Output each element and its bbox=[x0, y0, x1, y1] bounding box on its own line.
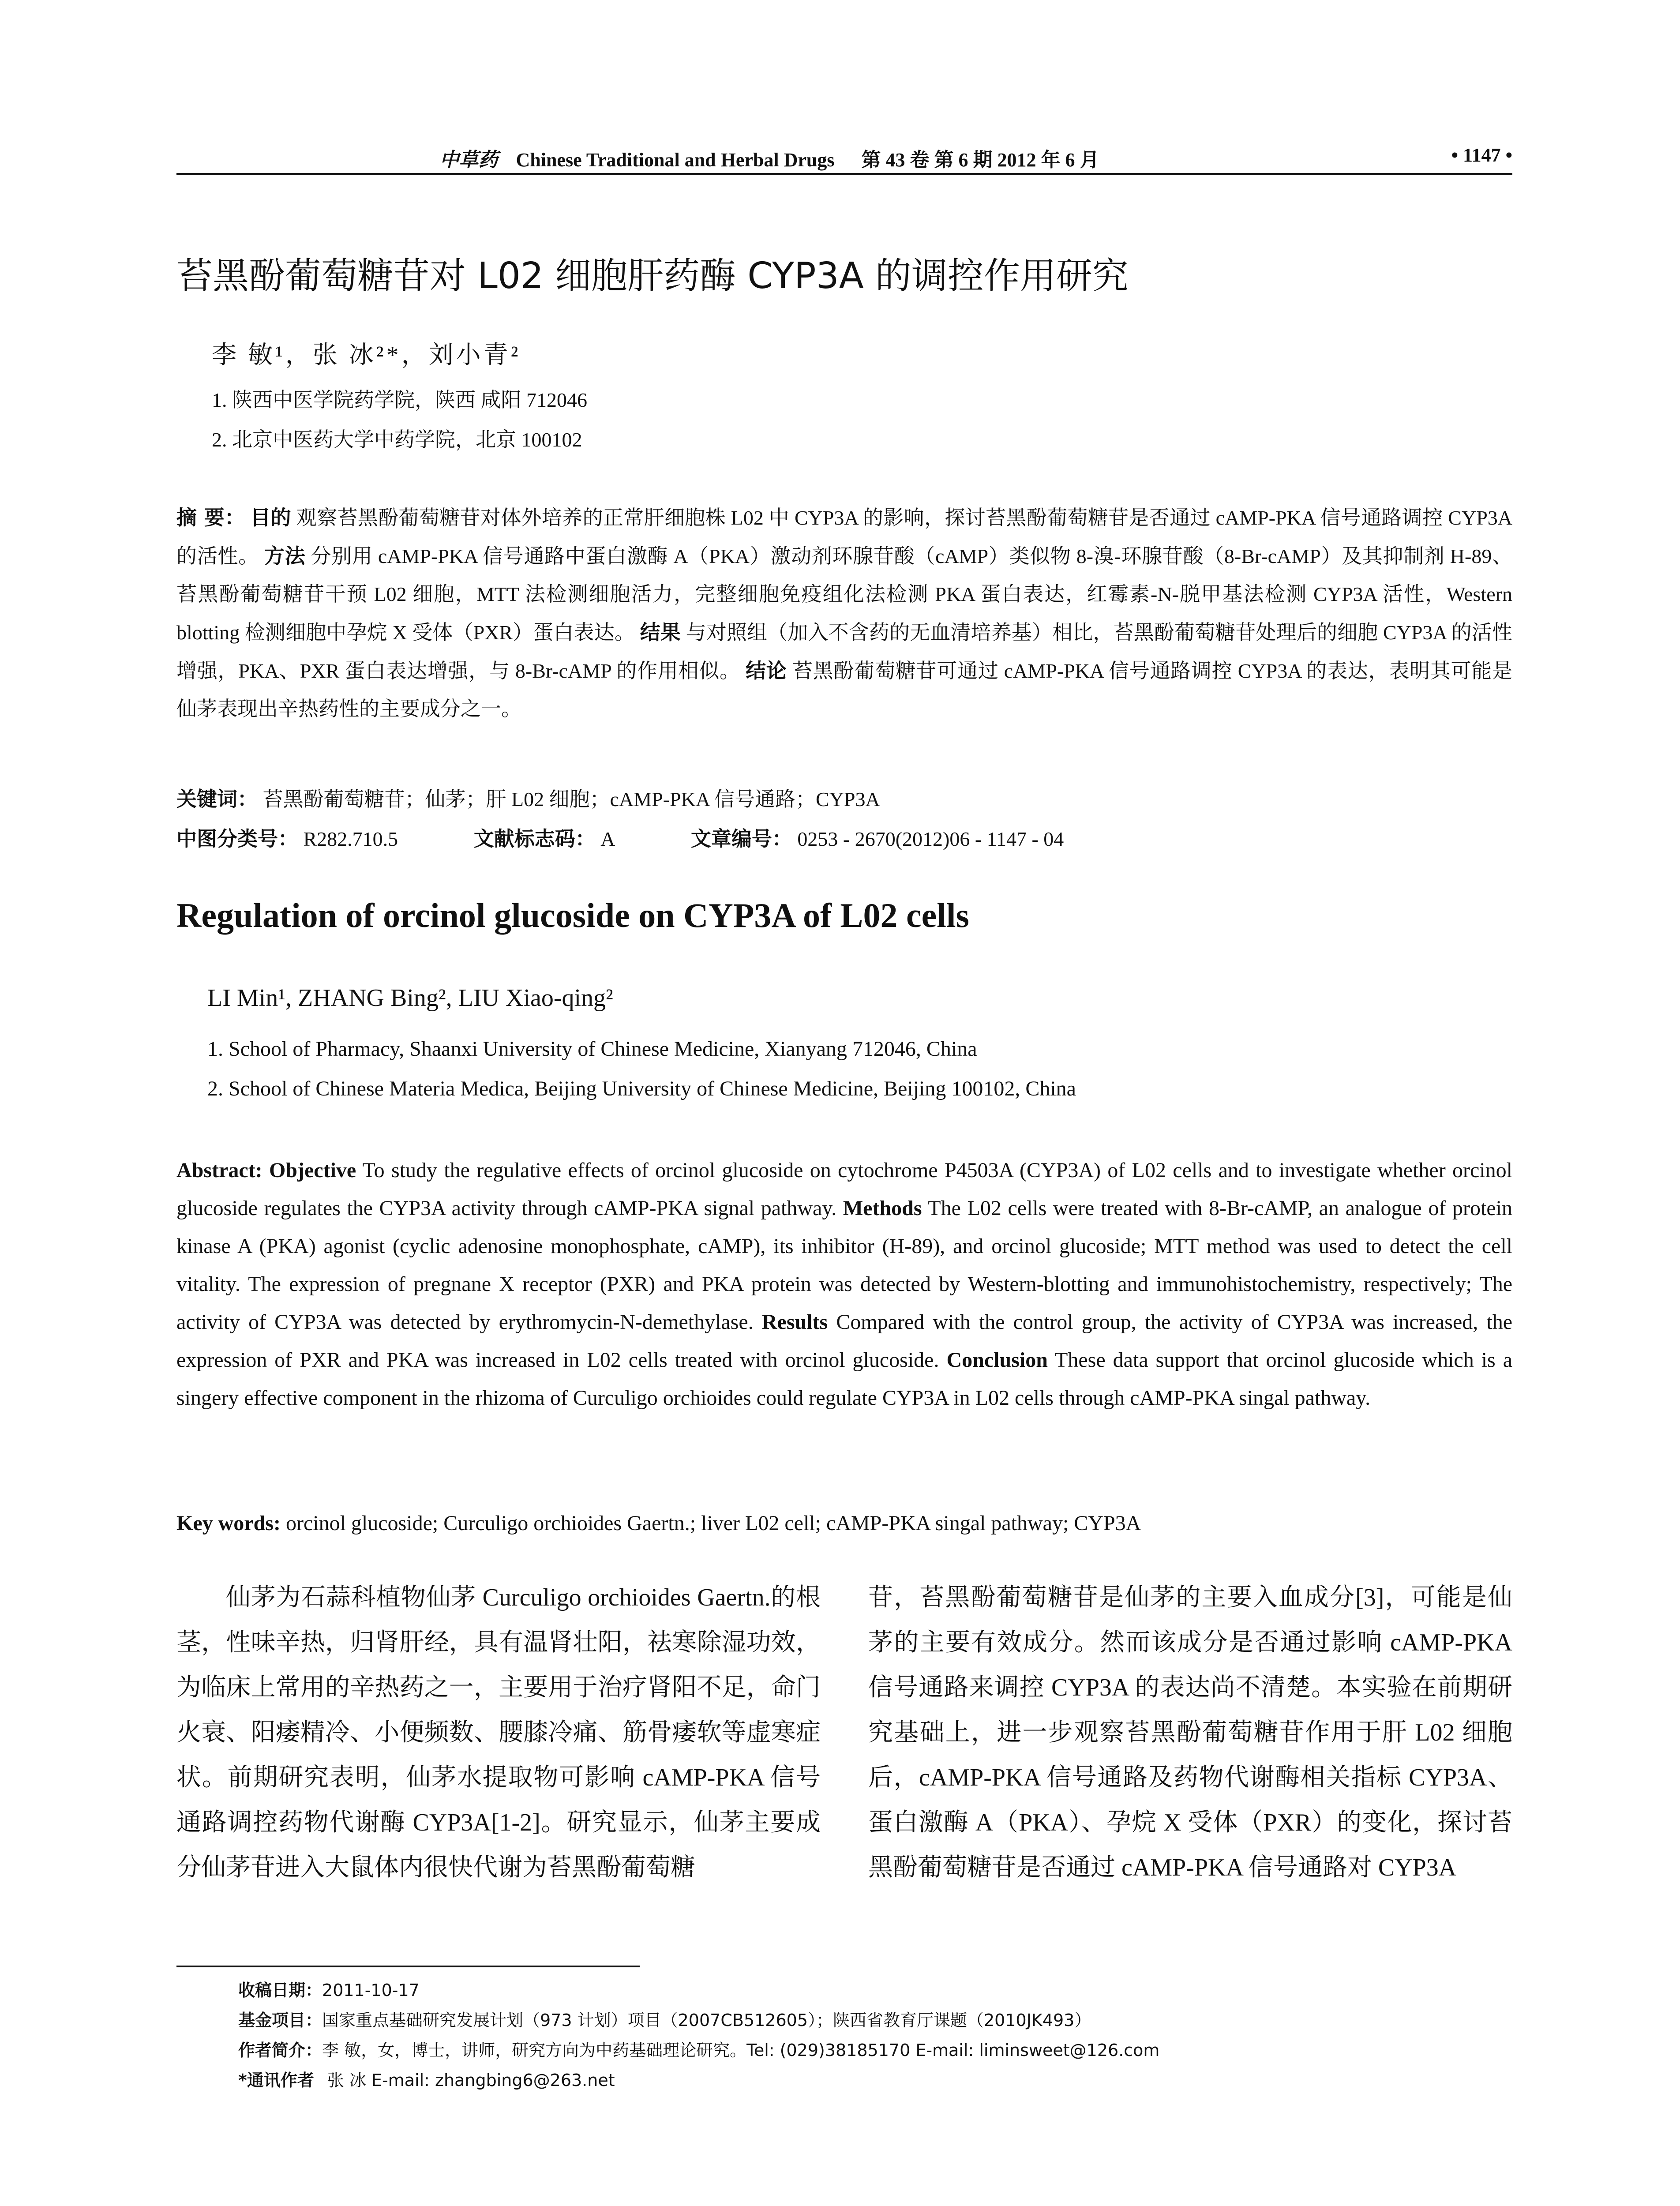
cn-abstract-label: 摘 要： bbox=[176, 506, 245, 529]
footnote-fund bbox=[238, 2007, 1091, 2031]
doc-code-value: A bbox=[600, 828, 615, 850]
cn-authors: 李 敏¹，张 冰²*，刘小青² bbox=[212, 341, 521, 369]
en-abstract-label: Abstract: bbox=[176, 1159, 262, 1182]
cn-results-label: 结果 bbox=[640, 620, 681, 644]
en-results-label: Results bbox=[761, 1310, 828, 1334]
article-no-label: 文章编号： bbox=[690, 827, 792, 851]
en-title: Regulation of orcinol glucoside on CYP3A of L02 cells bbox=[176, 896, 969, 934]
cn-keywords-label: 关键词： bbox=[176, 787, 258, 811]
running-header bbox=[176, 140, 1512, 175]
journal-issue: 第 43 卷 第 6 期 2012 年 6 月 bbox=[861, 149, 1099, 171]
body-column-left: 仙茅为石蒜科植物仙茅 Curculigo orchioides Gaertn.的根茎，性味辛热，归肾肝经，具有温肾壮阳，祛寒除湿功效，为临床上常用的辛热药之一，主要用于治疗肾阳不足，命门火衰、阳痿精冷、小便频数、腰膝冷痛、筋骨痿软等虚寒症状。前期研究表明，仙茅水提取物可影响 cAMP-PKA 信号通路调控药物代谢酶 CYP3A[1-2]。研究显示，仙茅主要成分仙茅苷进入大鼠体内很快代谢为苔黑酚葡萄糖 bbox=[176, 1584, 821, 1881]
footnote-corresponding bbox=[238, 2067, 615, 2091]
cn-conclusion-label: 结论 bbox=[746, 659, 787, 683]
journal-info bbox=[176, 144, 1362, 172]
cn-keywords-text: 苔黑酚葡萄糖苷；仙茅；肝 L02 细胞；cAMP-PKA 信号通路；CYP3A bbox=[262, 788, 880, 810]
footnote-divider bbox=[176, 1966, 640, 1967]
footnote-received bbox=[238, 1977, 420, 2001]
en-abstract bbox=[176, 1152, 1512, 1417]
cn-affiliation-1: 1. 陕西中医学院药学院，陕西 咸阳 712046 bbox=[212, 389, 587, 411]
corr-label: *通讯作者 bbox=[238, 2071, 314, 2090]
doc-code-label: 文献标志码： bbox=[473, 827, 596, 851]
cn-affiliation-2: 2. 北京中医药大学中药学院，北京 100102 bbox=[212, 428, 582, 451]
cn-objective-label: 目的 bbox=[250, 506, 291, 529]
clc-value: R282.710.5 bbox=[303, 828, 398, 850]
cn-classification-line bbox=[176, 823, 1064, 852]
fund-label: 基金项目： bbox=[238, 2011, 322, 2030]
cn-conclusion: 苔黑酚葡萄糖苷可通过 cAMP-PKA 信号通路调控 CYP3A 的表达，表明其可能是仙茅表现出辛热药性的主要成分之一。 bbox=[176, 660, 1513, 720]
page-number: • 1147 • bbox=[1451, 144, 1512, 166]
cn-methods-label: 方法 bbox=[264, 544, 306, 568]
cn-title: 苔黑酚葡萄糖苷对 L02 细胞肝药酶 CYP3A 的调控作用研究 bbox=[176, 255, 1129, 297]
cn-abstract bbox=[176, 499, 1512, 728]
fund-text: 国家重点基础研究发展计划（973 计划）项目（2007CB512605）；陕西省教育厅课题（2010JK493） bbox=[322, 2011, 1091, 2030]
corr-text: 张 冰 E-mail: zhangbing6@263.net bbox=[327, 2071, 615, 2090]
article-no-value: 0253 - 2670(2012)06 - 1147 - 04 bbox=[797, 828, 1064, 850]
en-affiliation-1: 1. School of Pharmacy, Shaanxi University of Chinese Medicine, Xianyang 712046, China bbox=[207, 1037, 977, 1061]
journal-name-en: Chinese Traditional and Herbal Drugs bbox=[516, 149, 835, 171]
bio-label: 作者简介： bbox=[238, 2041, 322, 2060]
en-keywords-label: Key words: bbox=[176, 1512, 281, 1535]
cn-keywords bbox=[176, 783, 880, 812]
en-methods: The L02 cells were treated with 8-Br-cAMP, an analogue of protein kinase A (PKA) agonist (cyclic adenosine monophosphate, cAMP), its inhibitor (H-89), and orcinol glucoside; MTT method was used to detect the cell vitality. The expression of pregnane X receptor (PXR) and PKA protein was detected by Western-blotting and immunohistochemistry, respectively; The activity of CYP3A was detected by erythromycin-N-demethylase. bbox=[176, 1197, 1512, 1334]
cn-methods: 分别用 cAMP-PKA 信号通路中蛋白激酶 A（PKA）激动剂环腺苷酸（cAMP）类似物 8-溴-环腺苷酸（8-Br-cAMP）及其抑制剂 H-89、苔黑酚葡萄糖苷干预 L02 细胞，MTT 法检测细胞活力，完整细胞免疫组化法检测 PKA 蛋白表达，红霉素-N-脱甲基法检测 CYP3A 活性，Western blotting 检测细胞中孕烷 X 受体（PXR）蛋白表达。 bbox=[176, 545, 1513, 644]
en-conclusion-label: Conclusion bbox=[946, 1348, 1048, 1372]
footnote-author-bio bbox=[238, 2037, 1159, 2061]
en-keywords-text: orcinol glucoside; Curculigo orchioides Gaertn.; liver L02 cell; cAMP-PKA singal pathway; CYP3A bbox=[285, 1512, 1141, 1535]
received-label: 收稿日期： bbox=[238, 1981, 322, 2000]
en-conclusion: These data support that orcinol glucoside which is a singery effective component in the rhizoma of Curculigo orchioides could regulate CYP3A in L02 cells through cAMP-PKA singal pathway. bbox=[176, 1348, 1513, 1410]
cn-results: 与对照组（加入不含药的无血清培养基）相比，苔黑酚葡萄糖苷处理后的细胞 CYP3A 的活性增强，PKA、PXR 蛋白表达增强，与 8-Br-cAMP 的作用相似。 bbox=[176, 621, 1513, 682]
clc-label: 中图分类号： bbox=[176, 827, 298, 851]
bio-text: 李 敏，女，博士，讲师，研究方向为中药基础理论研究。Tel: (029)38185170 E-mail: liminsweet@126.com bbox=[322, 2041, 1160, 2060]
en-keywords bbox=[176, 1511, 1141, 1535]
cn-objective: 观察苔黑酚葡萄糖苷对体外培养的正常肝细胞株 L02 中 CYP3A 的影响，探讨苔黑酚葡萄糖苷是否通过 cAMP-PKA 信号通路调控 CYP3A 的活性。 bbox=[176, 506, 1512, 567]
en-objective: To study the regulative effects of orcinol glucoside on cytochrome P4503A (CYP3A) of L02 cells and to investigate whether orcinol glucoside regulates the CYP3A activity through cAMP-PKA signal pathway. bbox=[176, 1159, 1513, 1220]
received-date: 2011-10-17 bbox=[322, 1981, 420, 2000]
en-authors: LI Min¹, ZHANG Bing², LIU Xiao-qing² bbox=[207, 984, 613, 1012]
journal-name-cn: 中草药 bbox=[439, 149, 498, 171]
en-objective-label: Objective bbox=[269, 1159, 356, 1182]
en-results: Compared with the control group, the activity of CYP3A was increased, the expression of PXR and PKA was increased in L02 cells treated with orcinol glucoside. bbox=[176, 1310, 1513, 1372]
en-methods-label: Methods bbox=[843, 1197, 922, 1220]
en-affiliation-2: 2. School of Chinese Materia Medica, Beijing University of Chinese Medicine, Beijing 100102, China bbox=[207, 1077, 1076, 1100]
body-column-right: 苷，苔黑酚葡萄糖苷是仙茅的主要入血成分[3]，可能是仙茅的主要有效成分。然而该成分是否通过影响 cAMP-PKA 信号通路来调控 CYP3A 的表达尚不清楚。本实验在前期研究基础上，进一步观察苔黑酚葡萄糖苷作用于肝 L02 细胞后，cAMP-PKA 信号通路及药物代谢酶相关指标 CYP3A、蛋白激酶 A（PKA）、孕烷 X 受体（PXR）的变化，探讨苔黑酚葡萄糖苷是否通过 cAMP-PKA 信号通路对 CYP3A bbox=[868, 1584, 1512, 1881]
